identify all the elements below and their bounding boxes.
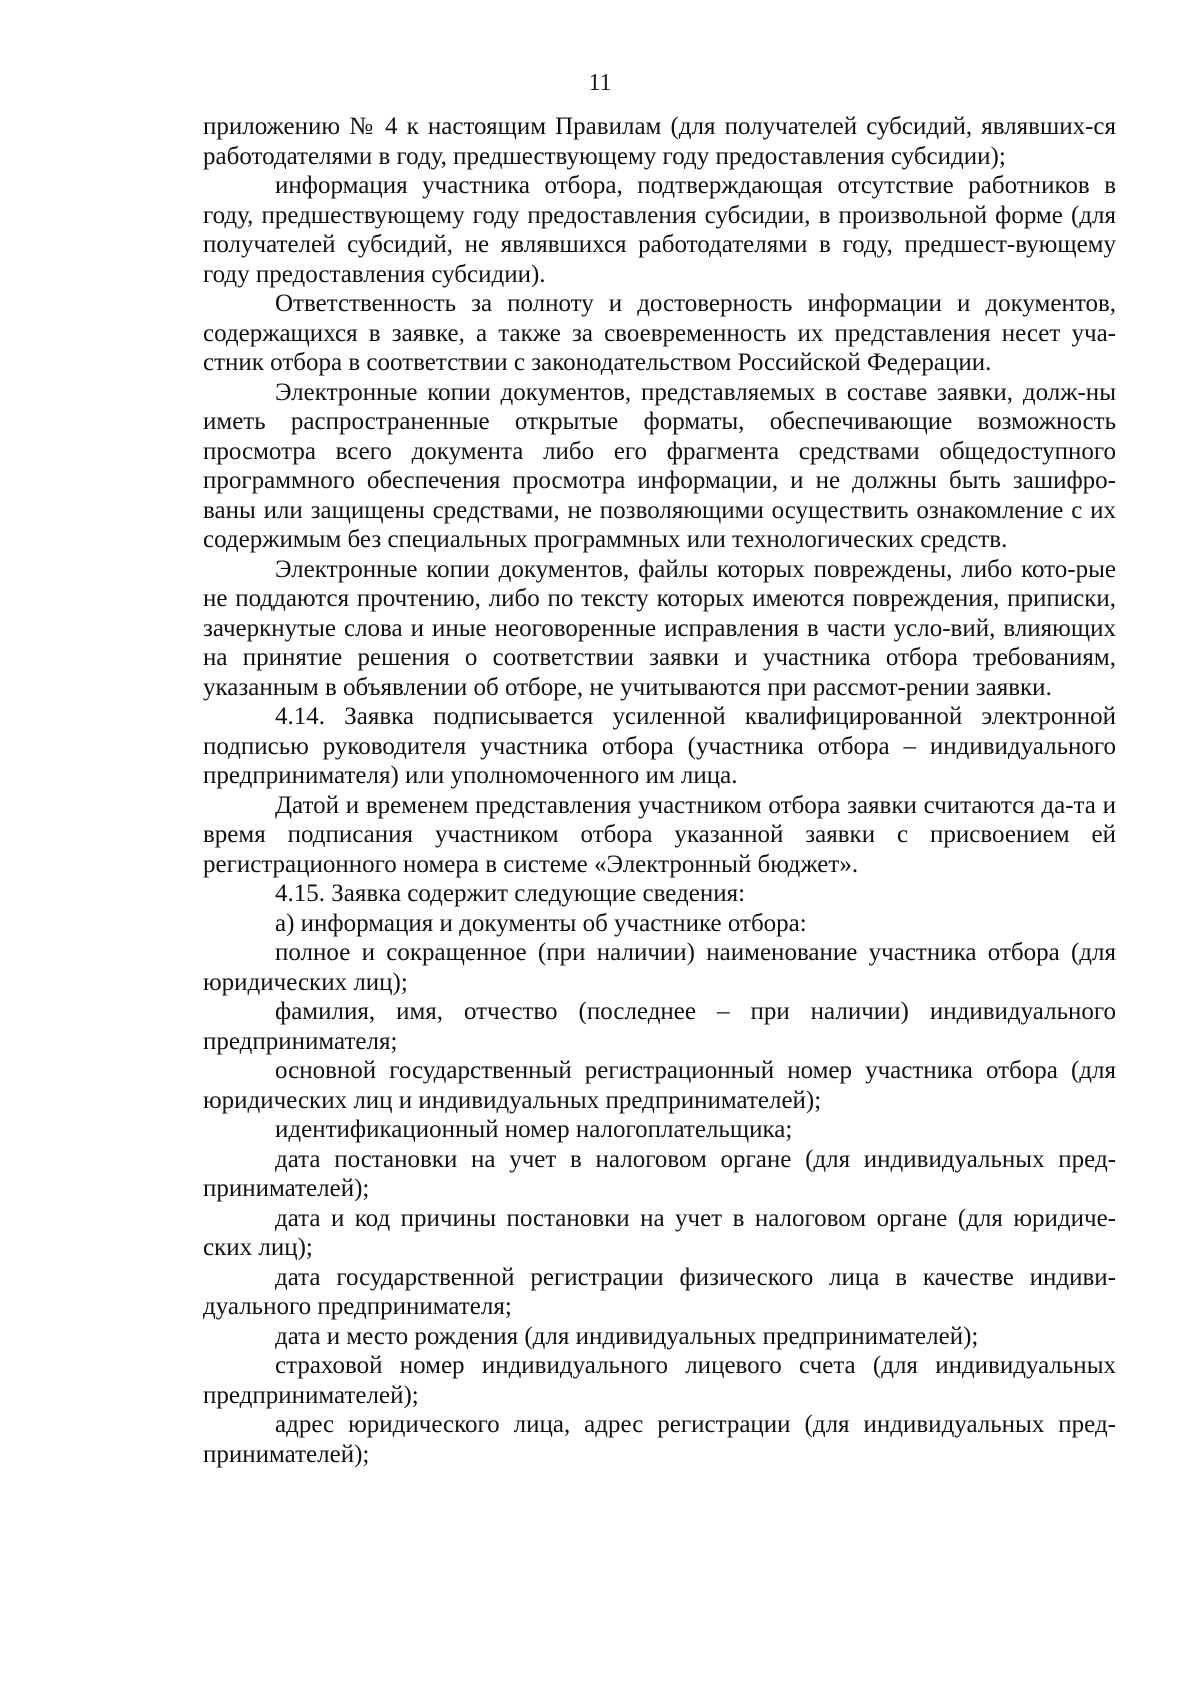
paragraph: Электронные копии документов, представляемых в составе заявки, долж-ны иметь распространенные открытые форматы, обеспечивающие возможность просмотра всего документа либо его фрагмента средствами общедоступного программного обеспечения просмотра информации, и не должны быть зашифро-ваны или защищены средствами, не позволяющими осуществить ознакомление с их содержимым без специальных программных или технологических средств. bbox=[203, 378, 1116, 553]
paragraph: 4.15. Заявка содержит следующие сведения: bbox=[275, 880, 746, 907]
paragraph: информация участника отбора, подтверждающая отсутствие работников в году, предшествующему году предоставления субсидии, в произвольной форме (для получателей субсидий, не являвшихся работодателями в году, предшест-вующему году предоставления субсидии). bbox=[203, 172, 1116, 288]
document-body bbox=[203, 112, 1116, 1469]
paragraph: Ответственность за полноту и достоверность информации и документов, содержащихся в заявке, а также за своевременность их представления несет уча-стник отбора в соответствии с законодательством Российской Федерации. bbox=[203, 290, 1116, 376]
paragraph: фамилия, имя, отчество (последнее – при наличии) индивидуального предпринимателя; bbox=[203, 998, 1116, 1055]
paragraph: а) информация и документы об участнике отбора: bbox=[275, 909, 807, 937]
paragraph: приложению № 4 к настоящим Правилам (для получателей субсидий, являвших-ся работодателями в году, предшествующему году предоставления субсидии); bbox=[203, 113, 1116, 170]
paragraph: Датой и временем представления участником отбора заявки считаются да-та и время подписания участником отбора указанной заявки с присвоением ей регистрационного номера в системе «Электронный бюджет». bbox=[203, 791, 1116, 878]
paragraph: Электронные копии документов, файлы которых повреждены, либо кото-рые не поддаются прочтению, либо по тексту которых имеются повреждения, приписки, зачеркнутые слова и иные неоговоренные исправления в части усло-вий, влияющих на принятие решения о соответствии заявки и участника отбора требованиям, указанным в объявлении об отборе, не учитываются при рассмот-рении заявки. bbox=[203, 555, 1116, 701]
paragraph: полное и сокращенное (при наличии) наименование участника отбора (для юридических лиц); bbox=[203, 939, 1116, 996]
paragraph: идентификационный номер налогоплательщика; bbox=[275, 1116, 793, 1143]
page-number: 11 bbox=[588, 70, 612, 96]
paragraph: адрес юридического лица, адрес регистрации (для индивидуальных пред-принимателей); bbox=[203, 1411, 1116, 1468]
paragraph: основной государственный регистрационный номер участника отбора (для юридических лиц и индивидуальных предпринимателей); bbox=[203, 1057, 1116, 1114]
paragraph: дата и место рождения (для индивидуальных предпринимателей); bbox=[275, 1322, 979, 1350]
paragraph: дата постановки на учет в налоговом органе (для индивидуальных пред-принимателей); bbox=[203, 1145, 1116, 1202]
paragraph: страховой номер индивидуального лицевого счета (для индивидуальных предпринимателей); bbox=[203, 1352, 1116, 1409]
paragraph: дата и код причины постановки на учет в налоговом органе (для юридиче-ских лиц); bbox=[203, 1204, 1116, 1261]
paragraph: дата государственной регистрации физического лица в качестве индиви-дуального предпринимателя; bbox=[203, 1263, 1116, 1320]
paragraph: 4.14. Заявка подписывается усиленной квалифицированной электронной подписью руководителя участника отбора (участника отбора – индивидуального предпринимателя) или уполномоченного им лица. bbox=[203, 703, 1116, 789]
